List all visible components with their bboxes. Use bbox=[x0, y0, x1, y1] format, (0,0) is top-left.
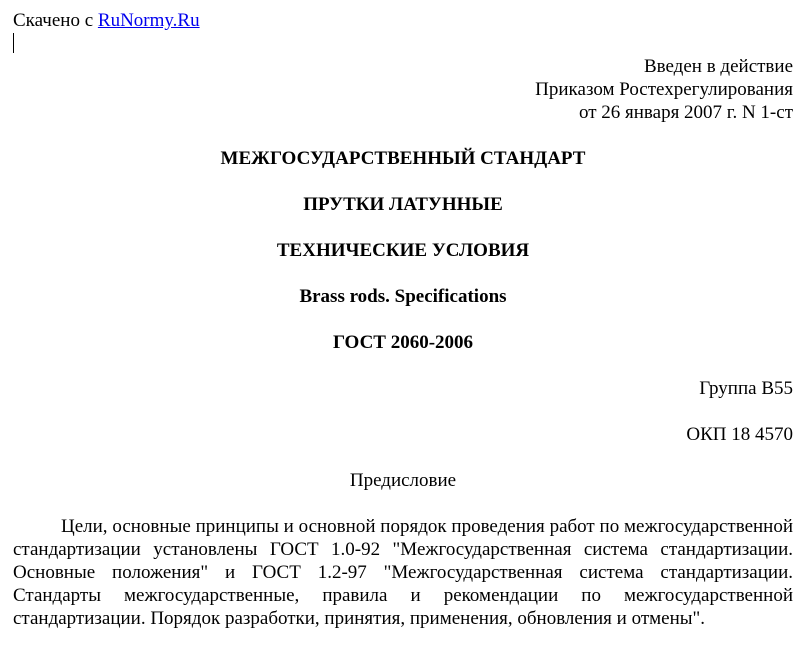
enactment-line-1: Введен в действие bbox=[643, 56, 793, 77]
standard-type-heading: МЕЖГОСУДАРСТВЕННЫЙ СТАНДАРТ bbox=[220, 148, 586, 169]
standard-code: ГОСТ 2060-2006 bbox=[332, 332, 474, 353]
group-code: Группа В55 bbox=[699, 378, 793, 399]
source-prefix: Скачено с bbox=[13, 10, 98, 31]
document-page bbox=[13, 0, 793, 650]
english-title: Brass rods. Specifications bbox=[299, 286, 507, 307]
foreword-paragraph: Цели, основные принципы и основной порядок проведения работ по межгосударственной стандартизации установлены ГОСТ 1.0-92 "Межгосударственная система стандартизации. Основные положения" и ГОСТ 1.2-97 "Межгосударственная система стандартизации. Стандарты межгосударственные, правила и рекомендации по межгосударственной стандартизации. Порядок разработки, принятия, применения, обновления и отмены". bbox=[13, 516, 793, 629]
product-title: ПРУТКИ ЛАТУННЫЕ bbox=[303, 194, 503, 215]
okp-code: ОКП 18 4570 bbox=[686, 424, 793, 445]
enactment-block bbox=[535, 55, 793, 124]
source-line bbox=[13, 9, 200, 32]
source-link[interactable]: RuNormy.Ru bbox=[97, 10, 200, 31]
enactment-line-3: от 26 января 2007 г. N 1-ст bbox=[578, 102, 793, 123]
subtitle-heading: ТЕХНИЧЕСКИЕ УСЛОВИЯ bbox=[276, 240, 530, 261]
enactment-line-2: Приказом Ростехрегулирования bbox=[535, 79, 793, 100]
foreword-heading: Предисловие bbox=[349, 470, 457, 491]
text-cursor bbox=[13, 33, 14, 53]
